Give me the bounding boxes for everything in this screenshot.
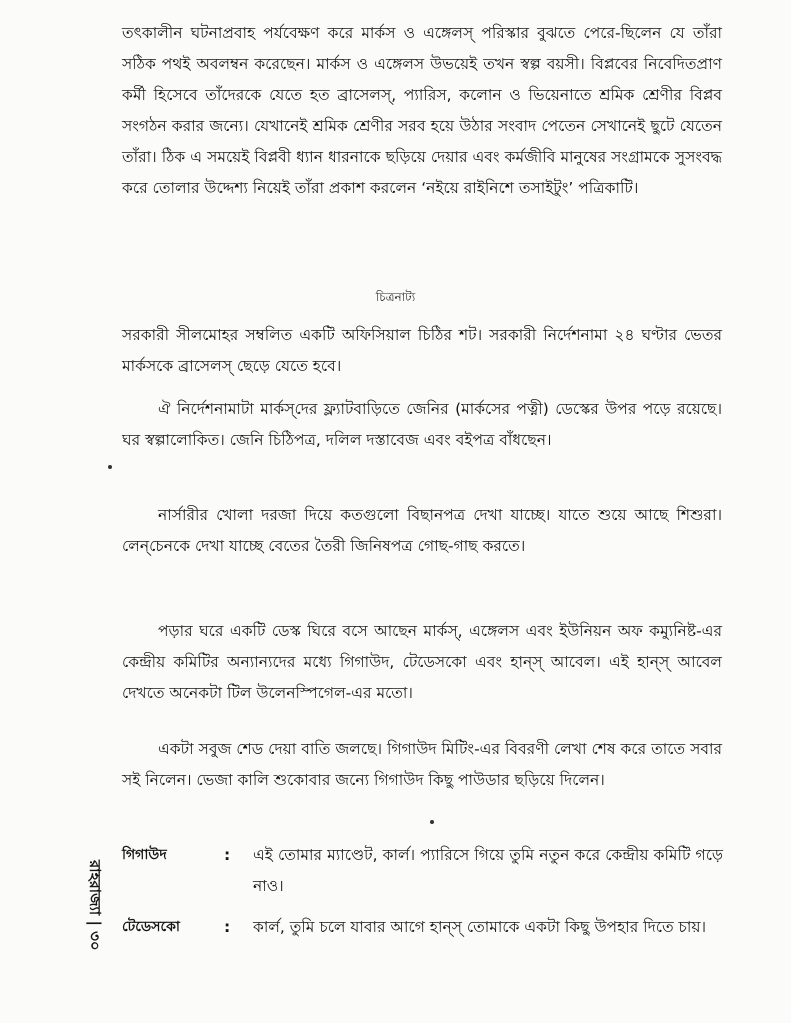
page-number: ৩০ — [86, 931, 104, 951]
dialogue-row — [122, 840, 732, 904]
sidebar-divider: | — [86, 920, 104, 932]
paragraph-study-room: পড়ার ঘরে একটি ডেস্ক ঘিরে বসে আছেন মার্কস্, এঙ্গেলস এবং ইউনিয়ন অফ কম্যুনিষ্ট-এর কেন্দ্রীয় কমিটির অন্যান্যদের মধ্যে গিগাউদ, টেডেসকো এবং হান্স্ আবেল। এই হান্স্ আবেল দেখতে অনেকটা টিল উলেনস্পিগেল-এর মতো। — [122, 622, 722, 702]
sidebar-text — [81, 860, 106, 951]
ink-speck — [108, 465, 112, 469]
page-sidebar — [72, 860, 112, 970]
paragraph-jenny-desk: ঐ নির্দেশনামাটা মার্কস্‌দের ফ্ল্যাটবাড়িতে জেনির (মার্কসের পত্নী) ডেস্কের উপর পড়ে রয়েছে। ঘর স্বল্পালোকিত। জেনি চিঠিপত্র, দলিল দস্তাবেজ এবং বইপত্র বাঁধছেন। — [122, 400, 722, 449]
speaker-name: টেডেসকো — [122, 919, 180, 935]
book-title: রাহরাজ্যা — [86, 860, 104, 916]
dialogue-line: কার্ল, তুমি চলে যাবার আগে হান্স্ তোমাকে একটা কিছু উপহার দিতে চায়। — [253, 918, 707, 936]
paragraph-green-lamp: একটা সবুজ শেড দেয়া বাতি জলছে। গিগাউদ মিটিং-এর বিবরণী লেখা শেষ করে তাতে সবার সই নিলেন। ভেজা কালি শুকোবার জন্যে গিগাউদ কিছু পাউডার ছড়িয়ে দিলেন। — [122, 740, 722, 789]
paragraph-letter-shot: সরকারী সীলমোহর সম্বলিত একটি অফিসিয়াল চিঠির শট। সরকারী নির্দেশনামা ২৪ ঘণ্টার ভেতর মার্কসকে ব্রাসেলস্ ছেড়ে যেতে হবে। — [122, 326, 722, 375]
paragraph-intro: তৎকালীন ঘটনাপ্রবাহ পর্যবেক্ষণ করে মার্কস ও এঙ্গেলস্ পরিস্কার বুঝতে পেরে-ছিলেন যে তাঁরা সঠিক পথই অবলম্বন করেছেন। মার্কস ও এঙ্গেলস উভয়েই তখন স্বল্প বয়সী। বিপ্লবের নিবেদিতপ্রাণ কর্মী হিসেবে তাঁদেরকে যেতে হত ব্রাসেলস্, প্যারিস, কলোন ও ভিয়েনাতে শ্রমিক শ্রেণীর বিপ্লব সংগঠন করার জন্যে। যেখানেই শ্রমিক শ্রেণীর সরব হয়ে উঠার সংবাদ পেতেন সেখানেই ছুটে যেতেন তাঁরা। ঠিক এ সময়েই বিপ্লবী ধ্যান ধারনাকে ছড়িয়ে দেয়ার এবং কর্মজীবি মানুষের সংগ্রামকে সুসংবদ্ধ করে তোলার উদ্দেশ্য নিয়েই তাঁরা প্রকাশ করলেন ‘নইয়ে রাইনিশে তসাইটুং’ পত্রিকাটি। — [122, 24, 722, 197]
ink-speck — [430, 820, 434, 824]
dialogue-line: এই তোমার ম্যাণ্ডেট, কার্ল। প্যারিসে গিয়ে তুমি নতুন করে কেন্দ্রীয় কমিটি গড়ে নাও। — [253, 846, 723, 895]
section-label: চিত্রনাট্য — [375, 290, 416, 304]
dialogue-colon: : — [224, 918, 231, 936]
paragraph-nursery: নার্সারীর খোলা দরজা দিয়ে কতগুলো বিছানপত্র দেখা যাচ্ছে। যাতে শুয়ে আছে শিশুরা। লেন্‌চেনকে দেখা যাচ্ছে বেতের তৈরী জিনিষপত্র গোছ-গাছ করতে। — [122, 506, 722, 555]
speaker-name: গিগাউদ — [122, 847, 167, 863]
dialogue-colon: : — [224, 846, 231, 864]
dialogue-row — [122, 912, 732, 976]
